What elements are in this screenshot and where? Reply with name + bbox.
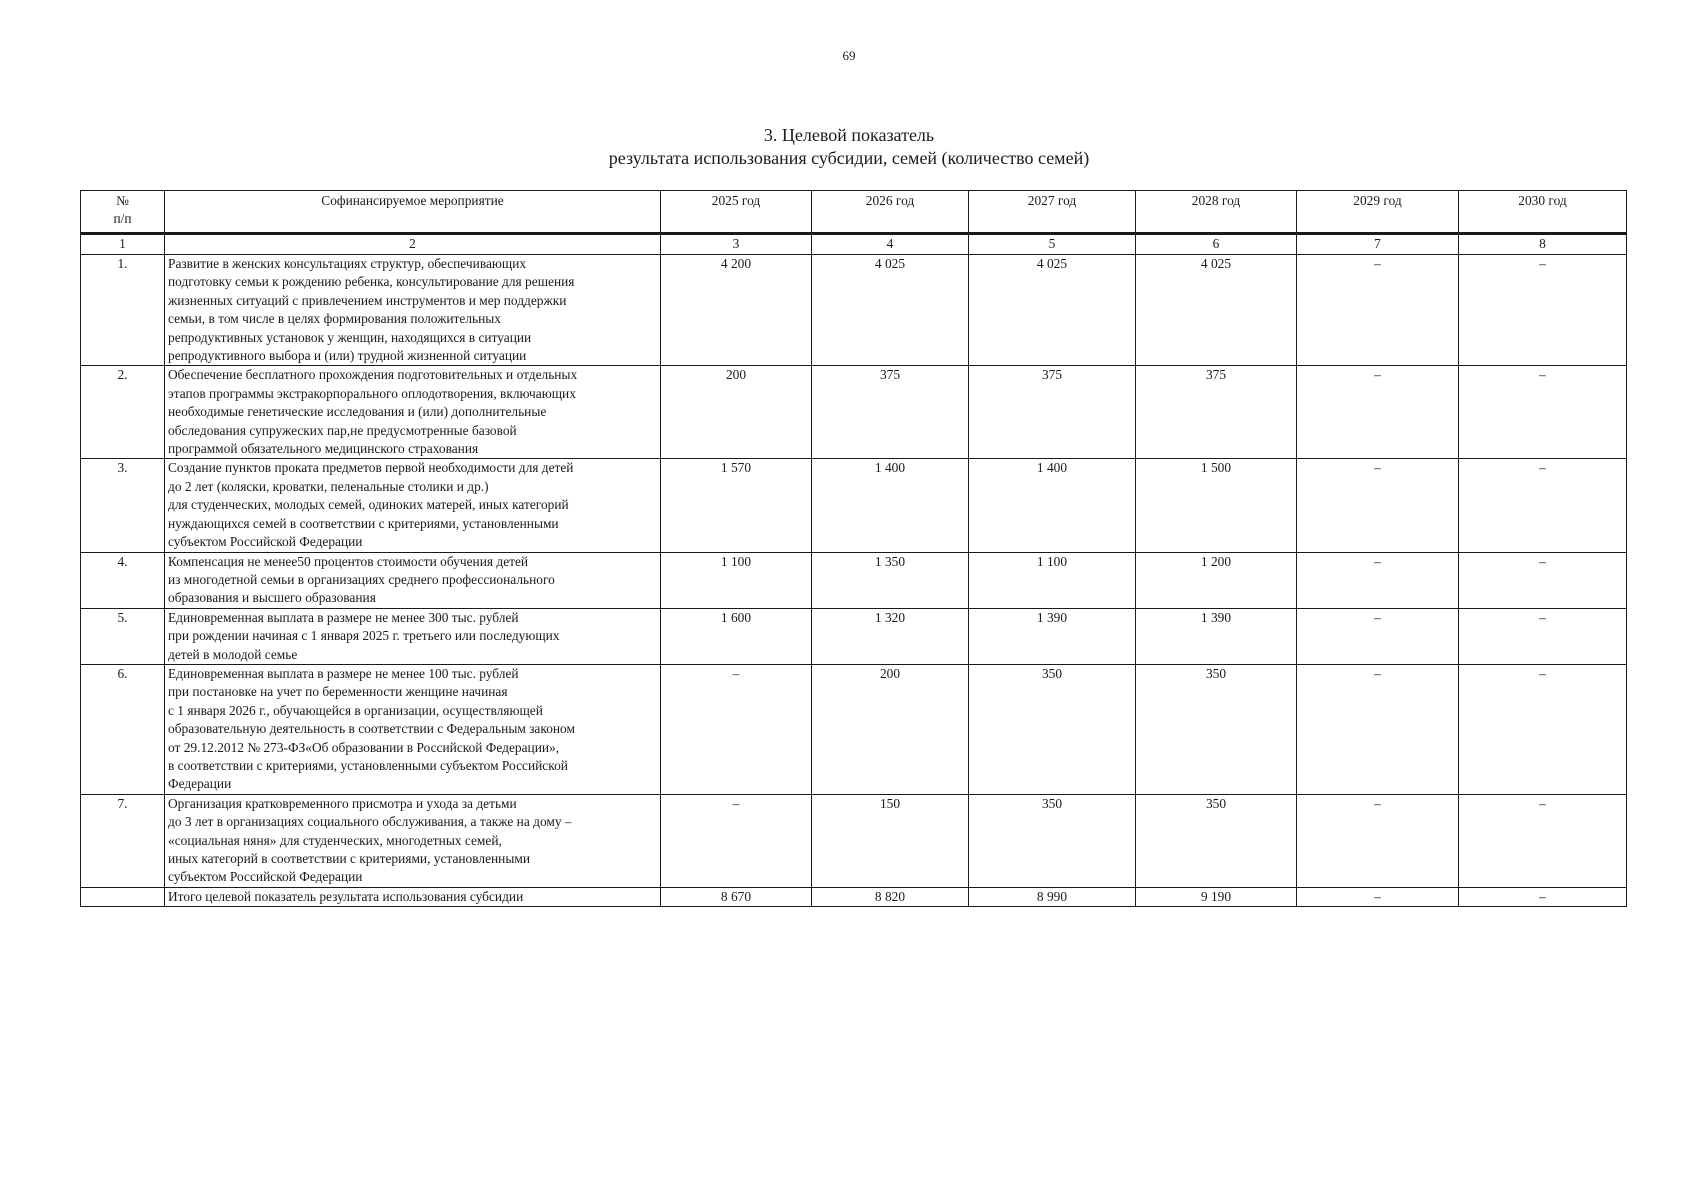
header-year: 2027 год (969, 191, 1136, 234)
total-row (81, 887, 1627, 906)
year-value: 1 100 (661, 552, 812, 608)
year-value: 350 (969, 794, 1136, 887)
column-number: 2 (165, 234, 661, 255)
year-value: 8 670 (661, 887, 812, 906)
column-number: 8 (1459, 234, 1627, 255)
year-value: – (1297, 887, 1459, 906)
header-row (81, 191, 1627, 234)
year-value: 8 820 (812, 887, 969, 906)
table-row (81, 608, 1627, 664)
header-year: 2026 год (812, 191, 969, 234)
year-value: – (1459, 552, 1627, 608)
year-value: – (1297, 794, 1459, 887)
column-number: 7 (1297, 234, 1459, 255)
year-value: 150 (812, 794, 969, 887)
table-row (81, 366, 1627, 459)
header-num: № п/п (81, 191, 165, 234)
column-number: 4 (812, 234, 969, 255)
year-value: 1 500 (1136, 459, 1297, 552)
year-value: 4 025 (969, 255, 1136, 366)
row-number: 4. (81, 552, 165, 608)
year-value: 350 (969, 664, 1136, 794)
year-value: – (1459, 608, 1627, 664)
activity-name: Обеспечение бесплатного прохождения подготовительных и отдельных этапов программы экстракорпорального оплодотворения, включающих необходимые генетические исследования и (или) дополнительные обследования супружеских пар,не предусмотренные базовой программой обязательного медицинского страхования (165, 366, 661, 459)
year-value: – (1297, 552, 1459, 608)
page-number: 69 (842, 48, 856, 63)
year-value: – (1459, 366, 1627, 459)
row-number (81, 887, 165, 906)
year-value: – (1459, 255, 1627, 366)
table-row (81, 664, 1627, 794)
header-year: 2025 год (661, 191, 812, 234)
header-year: 2029 год (1297, 191, 1459, 234)
year-value: 375 (1136, 366, 1297, 459)
year-value: – (1297, 459, 1459, 552)
year-value: 1 320 (812, 608, 969, 664)
row-number: 6. (81, 664, 165, 794)
year-value: 1 100 (969, 552, 1136, 608)
year-value: – (1459, 459, 1627, 552)
year-value: – (661, 794, 812, 887)
activity-name: Компенсация не менее50 процентов стоимости обучения детей из многодетной семьи в организациях среднего профессионального образования и высшего образования (165, 552, 661, 608)
table-row (81, 794, 1627, 887)
header-year: 2030 год (1459, 191, 1627, 234)
year-value: 350 (1136, 794, 1297, 887)
row-number: 2. (81, 366, 165, 459)
year-value: – (1297, 255, 1459, 366)
year-value: 350 (1136, 664, 1297, 794)
table-row (81, 552, 1627, 608)
year-value: 1 600 (661, 608, 812, 664)
year-value: 200 (661, 366, 812, 459)
year-value: – (1459, 887, 1627, 906)
year-value: 1 570 (661, 459, 812, 552)
column-number: 3 (661, 234, 812, 255)
activity-name: Единовременная выплата в размере не менее 300 тыс. рублей при рождении начиная с 1 января 2025 г. третьего или последующих детей в молодой семье (165, 608, 661, 664)
year-value: 1 200 (1136, 552, 1297, 608)
year-value: 1 400 (812, 459, 969, 552)
column-number: 1 (81, 234, 165, 255)
year-value: 4 025 (812, 255, 969, 366)
year-value: 375 (969, 366, 1136, 459)
document-title (0, 124, 1698, 170)
year-value: – (1297, 664, 1459, 794)
year-value: – (1297, 608, 1459, 664)
year-value: 8 990 (969, 887, 1136, 906)
year-value: – (1459, 664, 1627, 794)
year-value: 1 390 (1136, 608, 1297, 664)
activity-name: Итого целевой показатель результата использования субсидии (165, 887, 661, 906)
year-value: 1 400 (969, 459, 1136, 552)
row-number: 7. (81, 794, 165, 887)
column-number: 6 (1136, 234, 1297, 255)
activity-name: Организация кратковременного присмотра и ухода за детьми до 3 лет в организациях социального обслуживания, а также на дому – «социальная няня» для студенческих, многодетных семей, иных категорий в соответствии с критериями, установленными субъектом Российской Федерации (165, 794, 661, 887)
title-line-2: результата использования субсидии, семей (количество семей) (608, 148, 1090, 168)
year-value: – (661, 664, 812, 794)
year-value: 375 (812, 366, 969, 459)
year-value: 9 190 (1136, 887, 1297, 906)
title-line-1: 3. Целевой показатель (763, 125, 935, 145)
row-number: 1. (81, 255, 165, 366)
row-number: 3. (81, 459, 165, 552)
table-row (81, 255, 1627, 366)
header-name: Софинансируемое мероприятие (165, 191, 661, 234)
year-value: – (1297, 366, 1459, 459)
indicators-table (80, 190, 1627, 907)
year-value: 4 025 (1136, 255, 1297, 366)
year-value: 1 350 (812, 552, 969, 608)
table-row (81, 459, 1627, 552)
column-number: 5 (969, 234, 1136, 255)
row-number: 5. (81, 608, 165, 664)
column-number-row (81, 234, 1627, 255)
year-value: 200 (812, 664, 969, 794)
activity-name: Создание пунктов проката предметов первой необходимости для детей до 2 лет (коляски, кроватки, пеленальные столики и др.) для студенческих, молодых семей, одиноких матерей, иных категорий нуждающихся семей в соответствии с критериями, установленными субъектом Российской Федерации (165, 459, 661, 552)
year-value: – (1459, 794, 1627, 887)
header-year: 2028 год (1136, 191, 1297, 234)
year-value: 4 200 (661, 255, 812, 366)
year-value: 1 390 (969, 608, 1136, 664)
activity-name: Развитие в женских консультациях структур, обеспечивающих подготовку семьи к рождению ребенка, консультирование для решения жизненных ситуаций с привлечением инструментов и мер поддержки семьи, в том числе в целях формирования положительных репродуктивных установок у женщин, находящихся в ситуации репродуктивного выбора и (или) трудной жизненной ситуации (165, 255, 661, 366)
activity-name: Единовременная выплата в размере не менее 100 тыс. рублей при постановке на учет по беременности женщине начиная с 1 января 2026 г., обучающейся в организации, осуществляющей образовательную деятельность в соответствии с Федеральным законом от 29.12.2012 № 273-ФЗ«Об образовании в Российской Федерации», в соответствии с критериями, установленными субъектом Российской Федерации (165, 664, 661, 794)
